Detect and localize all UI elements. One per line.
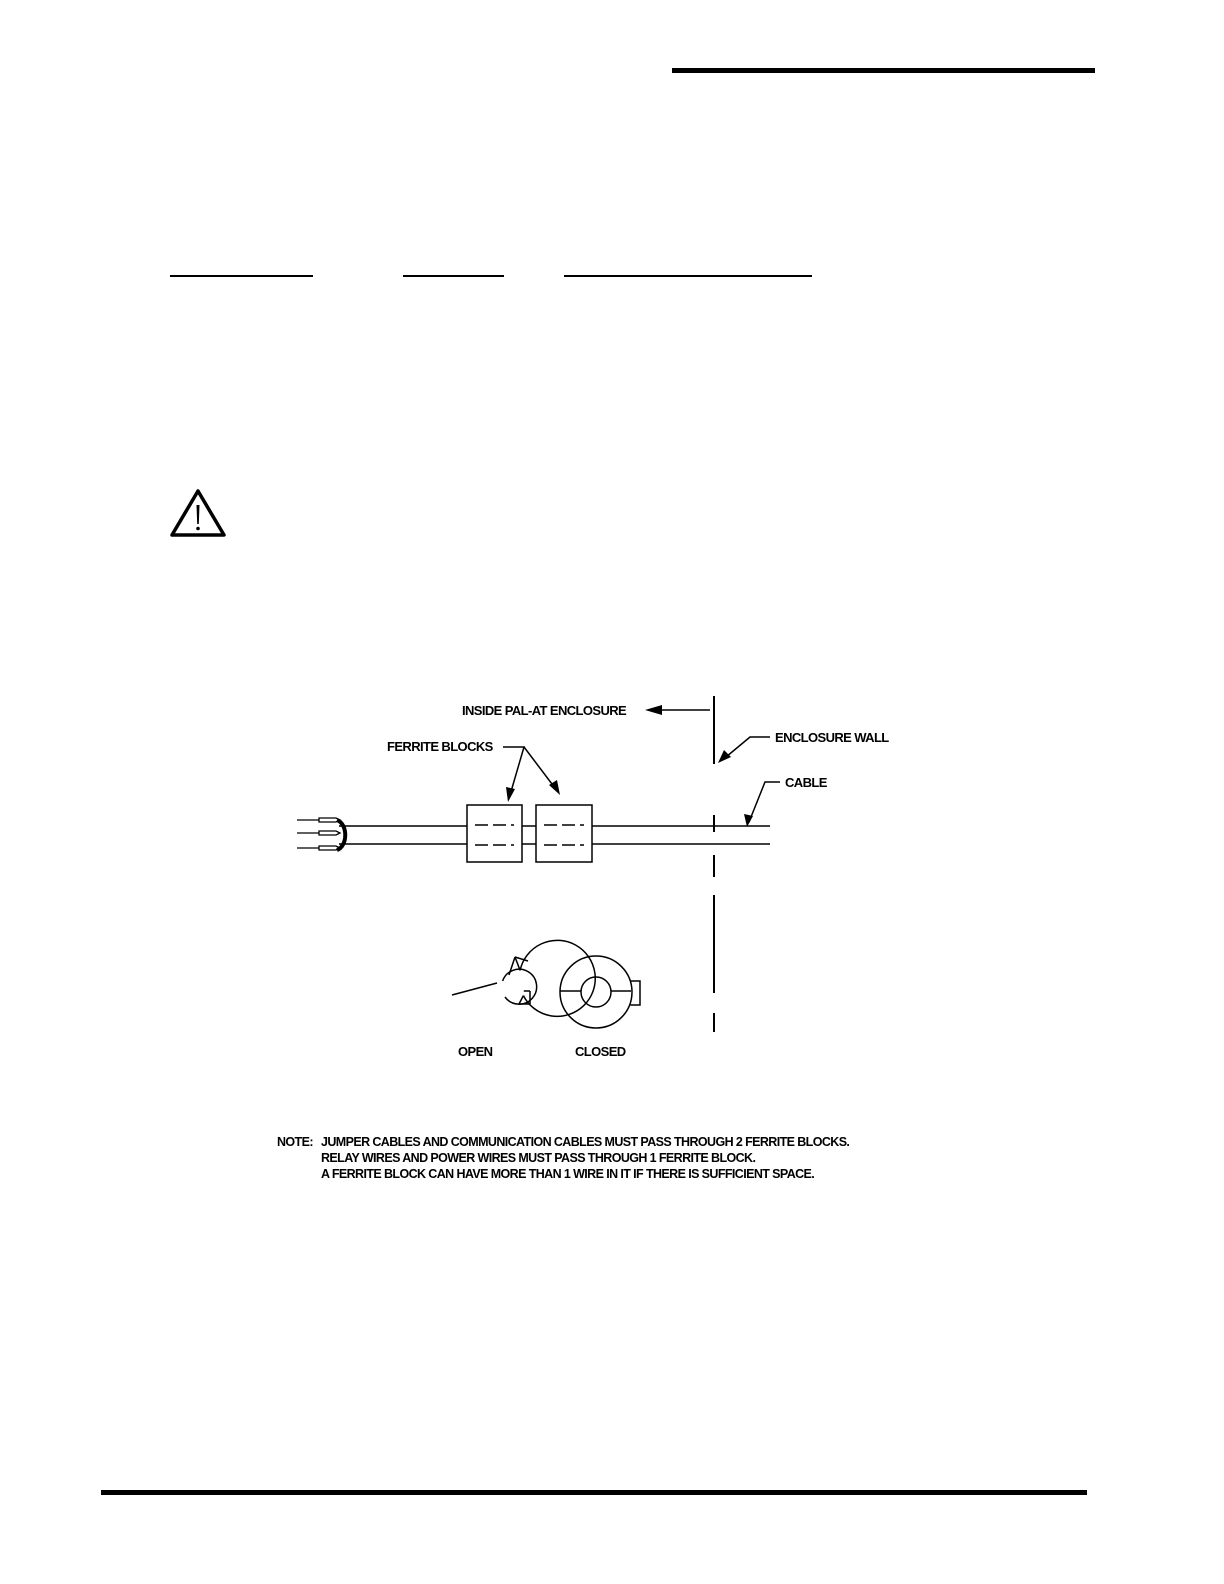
note-line-2: RELAY WIRES AND POWER WIRES MUST PASS THROUGH 1 FERRITE BLOCK. [321,1151,756,1165]
warning-triangle-icon [172,491,224,535]
label-inside-enclosure: INSIDE PAL-AT ENCLOSURE [462,703,627,718]
label-ferrite-blocks: FERRITE BLOCKS [387,739,493,754]
ferrite-open-view [452,940,595,1016]
label-closed: CLOSED [575,1044,626,1059]
cable-connector [297,818,345,850]
ferrite-block-2 [536,805,592,862]
label-open: OPEN [458,1044,493,1059]
note-line-1: JUMPER CABLES AND COMMUNICATION CABLES MUST PASS THROUGH 2 FERRITE BLOCKS. [321,1135,850,1149]
ferrite-block-1 [467,805,522,862]
label-enclosure-wall: ENCLOSURE WALL [775,730,889,745]
ferrite-closed-view [560,956,640,1028]
label-cable: CABLE [785,775,827,790]
note-line-3: A FERRITE BLOCK CAN HAVE MORE THAN 1 WIRE IN IT IF THERE IS SUFFICIENT SPACE. [321,1167,815,1181]
note-prefix: NOTE: [277,1135,313,1149]
